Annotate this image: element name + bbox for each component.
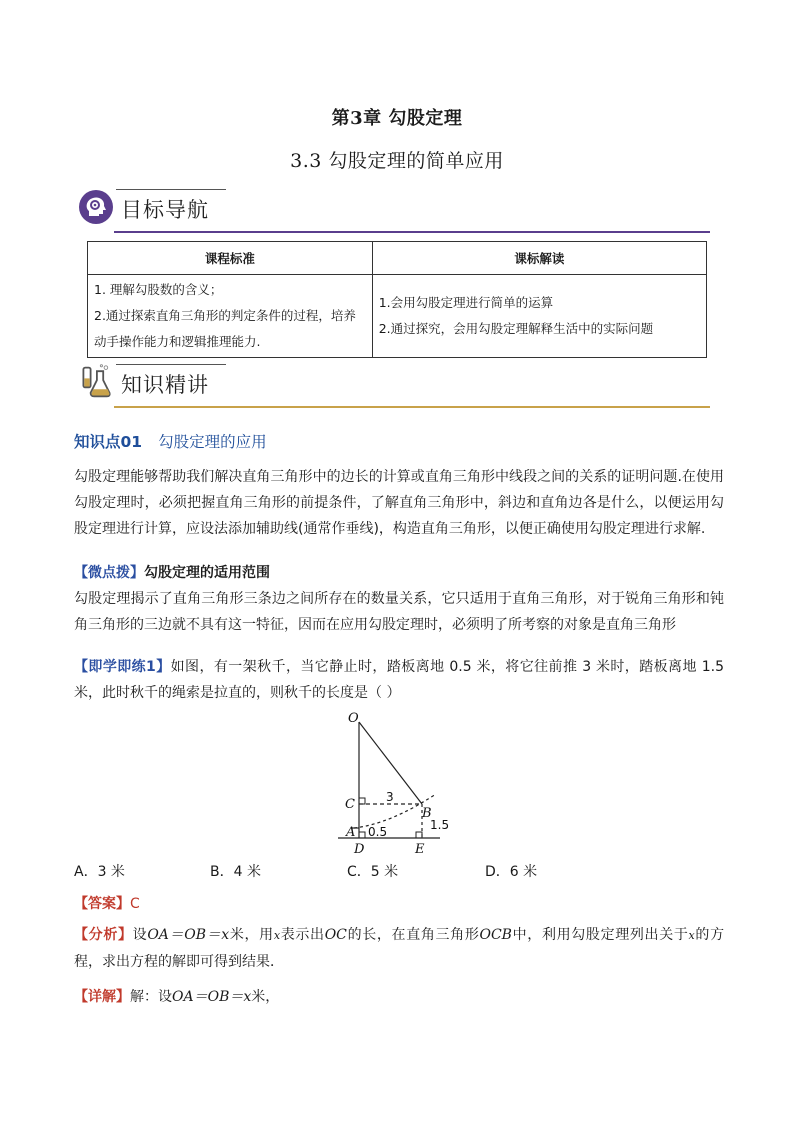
knowledge-point-number: 知识点01 (74, 433, 143, 451)
label-A: A (346, 825, 356, 840)
label-O: O (348, 711, 359, 726)
length-CB: 3 (386, 790, 394, 804)
analysis-math: OCB (479, 927, 512, 943)
tip-block (74, 560, 724, 638)
option-a: A．3 米 (74, 864, 125, 880)
label-E: E (415, 842, 425, 857)
answer-value: C (130, 896, 140, 912)
head-gear-icon (78, 189, 114, 225)
chapter-title: 第3章 勾股定理 (331, 108, 463, 129)
analysis-text: 的长，在直角三角形 (346, 927, 480, 943)
section-title: 3.3 勾股定理的简单应用 (290, 150, 504, 172)
option-c: C．5 米 (347, 864, 399, 880)
analysis-text: 的方程，求出方程的解即可得到结果． (74, 927, 725, 970)
label-C: C (345, 797, 355, 812)
analysis-text: 表示出 (280, 927, 325, 943)
detail-text: 米， (251, 989, 280, 1005)
analysis-text: 中，利用勾股定理列出关于 (511, 927, 689, 943)
right-angle-D (359, 832, 365, 838)
label-D: D (354, 842, 365, 857)
tip-label: 【微点拨】 (74, 565, 144, 581)
detail-text: 解：设 (130, 989, 172, 1005)
answer-line (74, 891, 724, 917)
option-d: D．6 米 (485, 864, 538, 880)
answer-label: 【答案】 (74, 896, 130, 912)
interpretation-item: 2.通过探究，会用勾股定理解释生活中的实际问题 (378, 321, 654, 336)
standard-item: 1. 理解勾股数的含义； (94, 282, 223, 297)
label-B: B (422, 806, 432, 821)
standard-item: 2.通过探索直角三角形的判定条件的过程，培养动手操作能力和逻辑推理能力. (94, 308, 356, 349)
detail-math: OA＝OB＝x (172, 989, 252, 1005)
knowledge-point-title: 勾股定理的应用 (158, 433, 267, 451)
table-cell-interpretation (372, 275, 706, 358)
knowledge-section-header (78, 364, 710, 408)
analysis-label: 【分析】 (74, 927, 133, 943)
goal-section-title: 目标导航 (121, 198, 209, 222)
knowledge-point-heading (74, 430, 267, 452)
analysis-math: x (688, 929, 695, 942)
length-BE: 1.5 (430, 818, 450, 832)
curriculum-table (87, 241, 707, 358)
table-cell-standard (88, 275, 373, 358)
analysis-block (74, 922, 724, 975)
right-angle-E (416, 832, 422, 838)
right-angle-C (359, 798, 365, 804)
practice-block (74, 654, 724, 706)
flask-icon (78, 364, 114, 400)
tip-title: 勾股定理的适用范围 (144, 565, 270, 581)
practice-label: 【即学即练1】 (74, 659, 171, 675)
knowledge-section-title: 知识精讲 (121, 373, 209, 397)
length-AD: 0.5 (368, 825, 388, 839)
detail-block (74, 984, 724, 1010)
table-header-standard: 课程标准 (88, 242, 373, 275)
table-header-interpretation: 课标解读 (372, 242, 706, 275)
practice-text: 如图，有一架秋千，当它静止时，踏板离地 0.5 米，将它往前推 3 米时，踏板离地 1.5 米，此时秋千的绳索是拉直的，则秋千的长度是（ ） (74, 659, 725, 701)
analysis-math: x (273, 929, 281, 942)
analysis-text: 设 (132, 927, 148, 943)
analysis-math: OA＝OB＝x (147, 927, 230, 943)
interpretation-item: 1.会用勾股定理进行简单的运算 (378, 295, 554, 310)
goal-section-header (78, 189, 710, 233)
detail-label: 【详解】 (74, 989, 130, 1005)
swing-figure (330, 706, 460, 866)
option-b: B．4 米 (210, 864, 261, 880)
tip-text: 勾股定理揭示了直角三角形三条边之间所存在的数量关系，它只适用于直角三角形，对于锐角三角形和钝角三角形的三边就不具有这一特征，因而在应用勾股定理时，必须明了所考察的对象是直角三角形 (74, 591, 724, 633)
intro-paragraph: 勾股定理能够帮助我们解决直角三角形中的边长的计算或直角三角形中线段之间的关系的证明问题.在使用勾股定理时，必须把握直角三角形的前提条件，了解直角三角形中，斜边和直角边各是什么，以便运用勾股定理进行计算，应设法添加辅助线(通常作垂线)，构造直角三角形，以便正确使用勾股定理进行求解. (74, 469, 724, 537)
analysis-math: OC (324, 927, 347, 943)
analysis-text: 米，用 (229, 927, 274, 943)
